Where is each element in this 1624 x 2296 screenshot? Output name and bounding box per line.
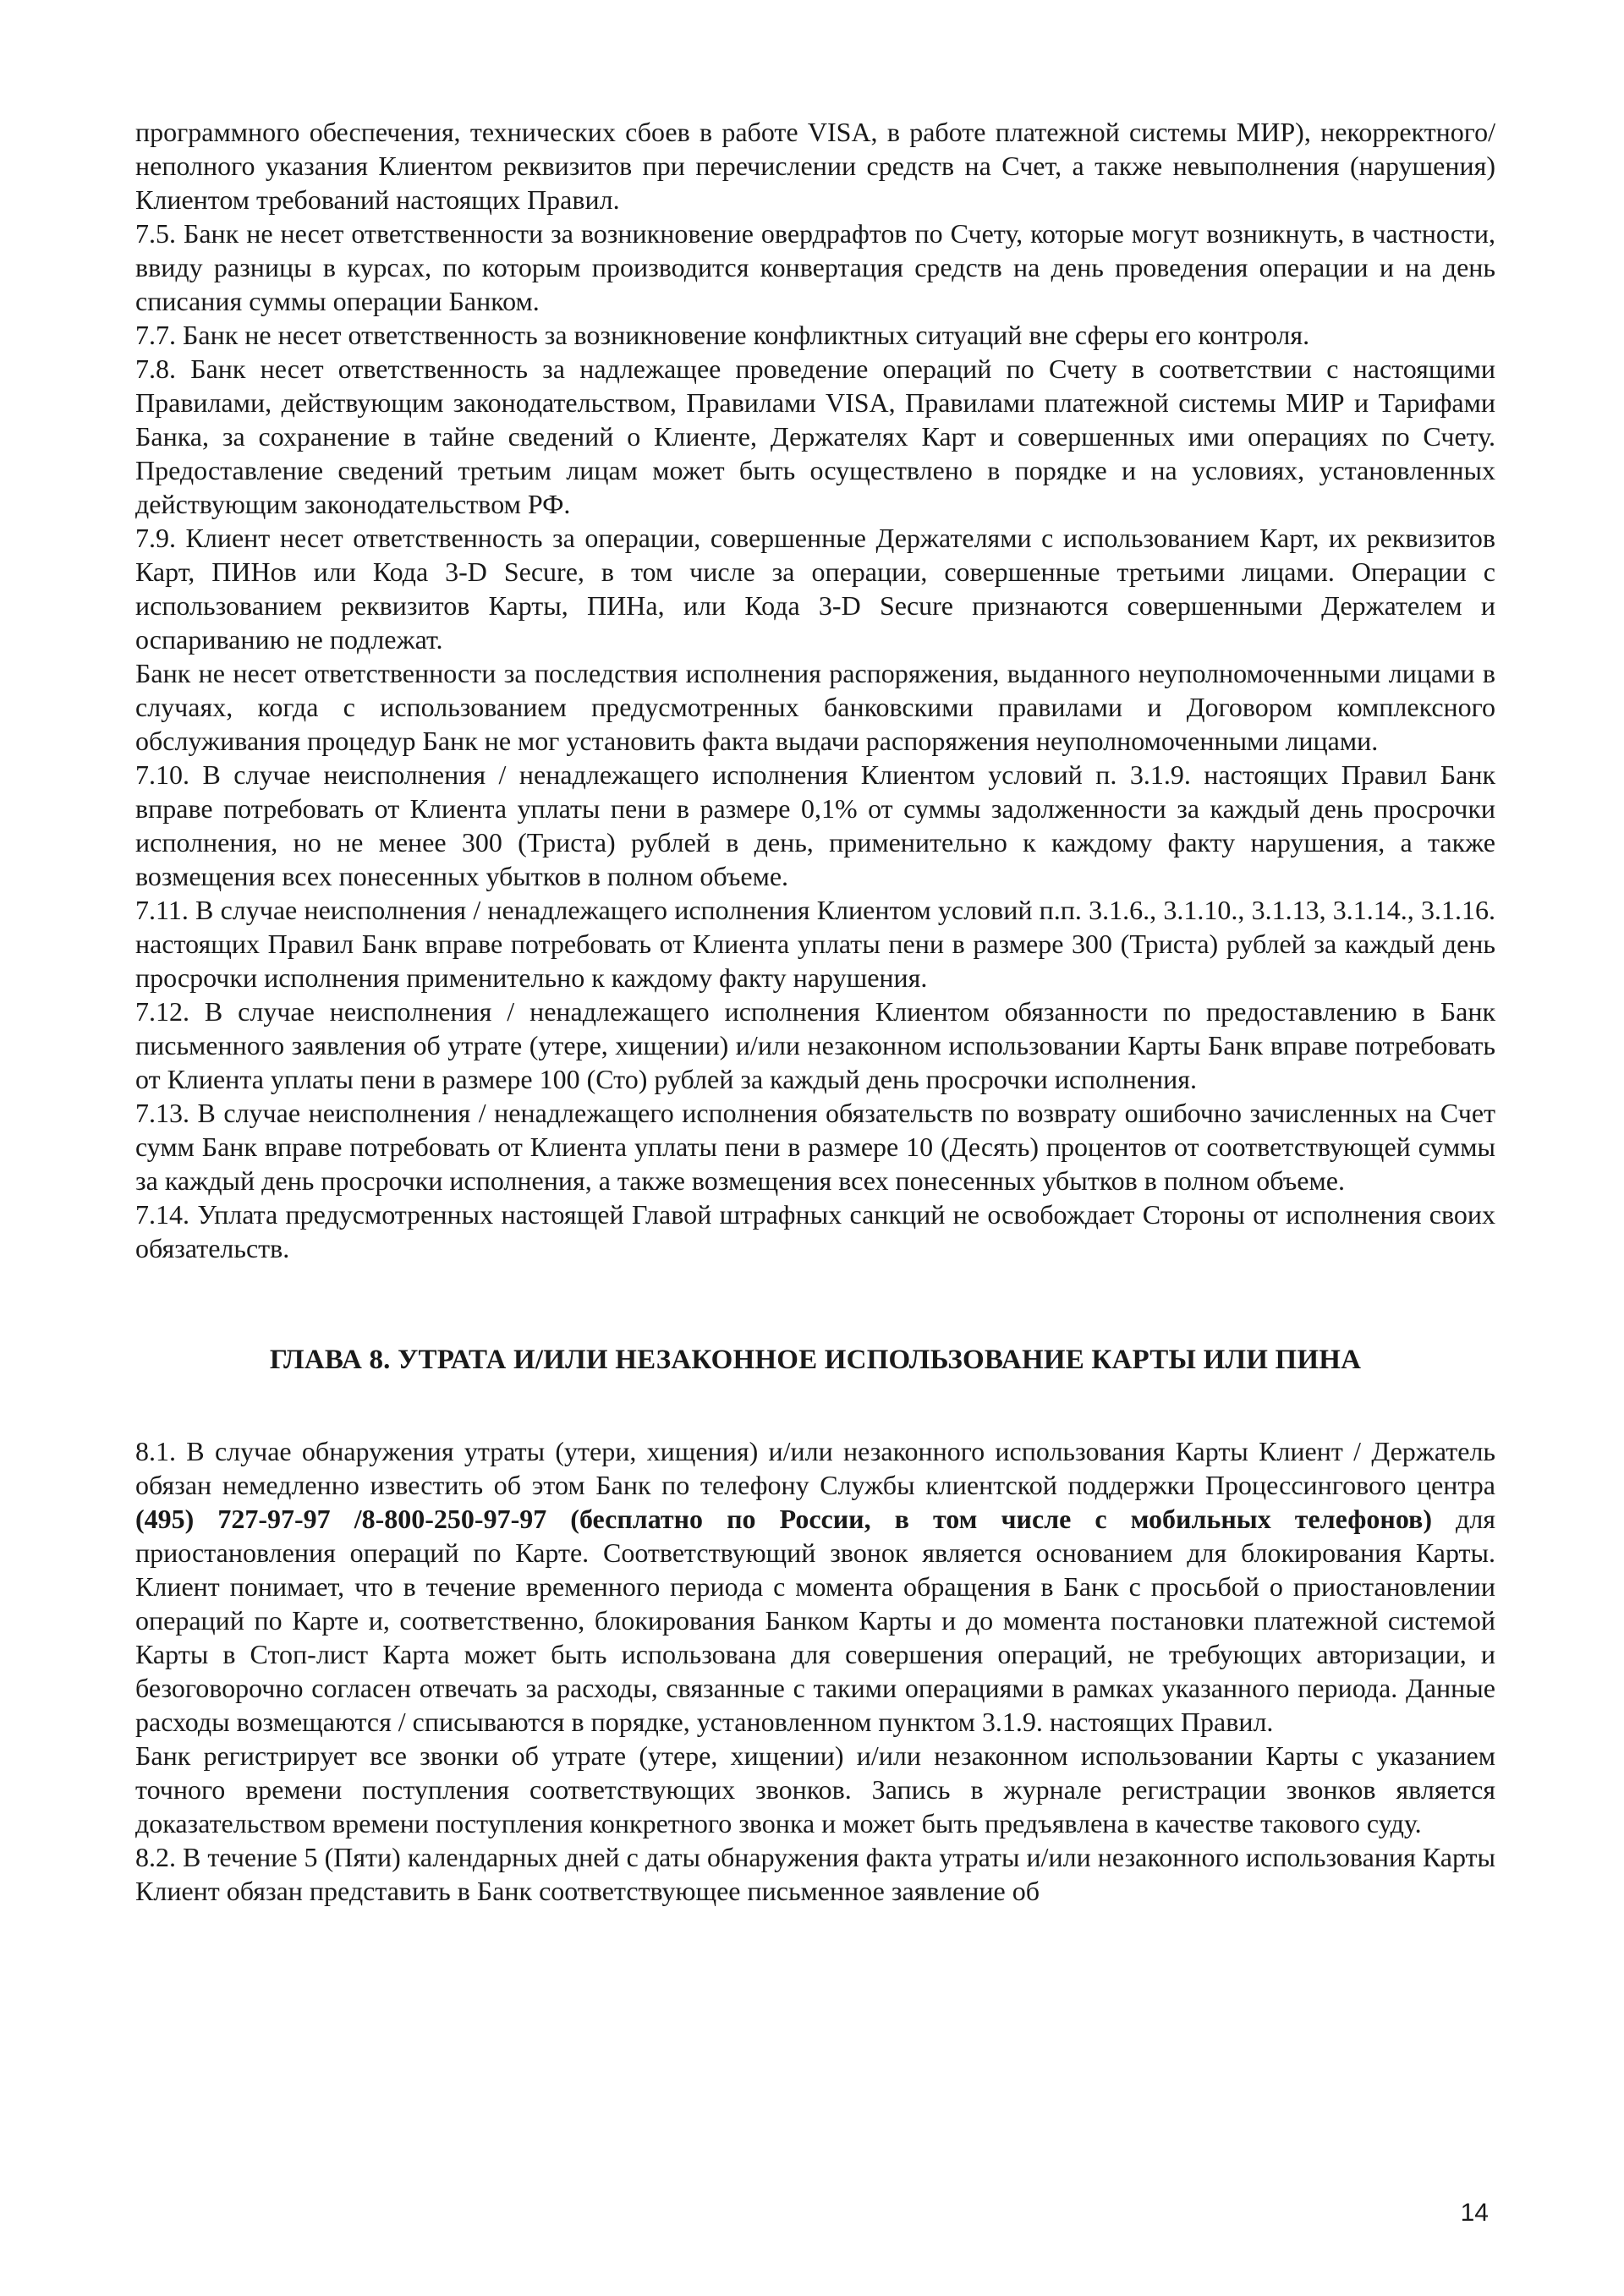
paragraph-7-12: 7.12. В случае неисполнения / ненадлежащего исполнения Клиентом обязанности по предоставлению в Банк письменного заявления об утрате (утере, хищении) и/или незаконном использовании Карты Банк вправе потребовать от Клиента уплаты пени в размере 100 (Сто) рублей за каждый день просрочки исполнения. bbox=[135, 996, 1495, 1094]
document-page bbox=[135, 115, 1495, 1908]
paragraph-8-1-end: для приостановления операций по Карте. Соответствующий звонок является основанием для блокирования Карты. Клиент понимает, что в течение временного периода с момента обращения в Банк с просьбой о приостановлении операций по Карте и, соответственно, блокирования Банком Карты и до момента постановки платежной системой Карты в Стоп-лист Карта может быть использована для совершения операций, не требующих авторизации, и безоговорочно согласен отвечать за расходы, связанные с такими операциями в рамках указанного периода. Данные расходы возмещаются / списываются в порядке, установленном пунктом 3.1.9. настоящих Правил. bbox=[135, 1504, 1495, 1737]
paragraph-continuation: программного обеспечения, технических сбоев в работе VISA, в работе платежной системы МИР), некорректного/неполного указания Клиентом реквизитов при перечислении средств на Счет, а также невыполнения (нарушения) Клиентом требований настоящих Правил. bbox=[135, 117, 1495, 215]
paragraph-7-9: 7.9. Клиент несет ответственность за операции, совершенные Держателями с использованием Карт, их реквизитов Карт, ПИНов или Кода 3-D Secure, в том числе за операции, совершенные третьими лицами. Операции с использованием реквизитов Карты, ПИНа, или Кода 3-D Secure признаются совершенными Держателем и оспариванию не подлежат. bbox=[135, 523, 1495, 655]
page-number: 14 bbox=[1460, 2199, 1489, 2227]
paragraph-8-2: 8.2. В течение 5 (Пяти) календарных дней с даты обнаружения факта утраты и/или незаконного использования Карты Клиент обязан представить в Банк соответствующее письменное заявление об bbox=[135, 1842, 1495, 1906]
chapter-8-heading: ГЛАВА 8. УТРАТА И/ИЛИ НЕЗАКОННОЕ ИСПОЛЬЗОВАНИЕ КАРТЫ ИЛИ ПИНА bbox=[269, 1345, 1362, 1375]
paragraph-7-11: 7.11. В случае неисполнения / ненадлежащего исполнения Клиентом условий п.п. 3.1.6., 3.1.10., 3.1.13, 3.1.14., 3.1.16. настоящих Правил Банк вправе потребовать от Клиента уплаты пени в размере 300 (Триста) рублей за каждый день просрочки исполнения применительно к каждому факту нарушения. bbox=[135, 895, 1495, 993]
paragraph-7-8: 7.8. Банк несет ответственность за надлежащее проведение операций по Счету в соответствии с настоящими Правилами, действующим законодательством, Правилами VISA, Правилами платежной системы МИР и Тарифами Банка, за сохранение в тайне сведений о Клиенте, Держателях Карт и совершенных ими операциях по Счету. Предоставление сведений третьим лицам может быть осуществлено в порядке и на условиях, установленных действующим законодательством РФ. bbox=[135, 353, 1495, 519]
paragraph-7-5: 7.5. Банк не несет ответственности за возникновение овердрафтов по Счету, которые могут возникнуть, в частности, ввиду разницы в курсах, по которым производится конвертация средств на день проведения операции и на день списания суммы операции Банком. bbox=[135, 218, 1495, 316]
paragraph-8-1-start: 8.1. В случае обнаружения утраты (утери, хищения) и/или незаконного использования Карты Клиент / Держатель обязан немедленно известить об этом Банк по телефону Службы клиентской поддержки Процессингового центра bbox=[135, 1436, 1495, 1500]
paragraph-7-9-bank: Банк не несет ответственности за последствия исполнения распоряжения, выданного неуполномоченными лицами в случаях, когда с использованием предусмотренных банковскими правилами и Договором комплексного обслуживания процедур Банк не мог установить факта выдачи распоряжения неуполномоченными лицами. bbox=[135, 658, 1495, 756]
support-phone-numbers: (495) 727-97-97 /8-800-250-97-97 (бесплатно по России, в том числе с мобильных телефонов) bbox=[135, 1504, 1432, 1534]
paragraph-8-1-registration: Банк регистрирует все звонки об утрате (утере, хищении) и/или незаконном использовании Карты с указанием точного времени поступления соответствующих звонков. Запись в журнале регистрации звонков является доказательством времени поступления конкретного звонка и может быть предъявлена в качестве такового суду. bbox=[135, 1740, 1495, 1838]
paragraph-7-10: 7.10. В случае неисполнения / ненадлежащего исполнения Клиентом условий п. 3.1.9. настоящих Правил Банк вправе потребовать от Клиента уплаты пени в размере 0,1% от суммы задолженности за каждый день просрочки исполнения, но не менее 300 (Триста) рублей в день, применительно к каждому факту нарушения, а также возмещения всех понесенных убытков в полном объеме. bbox=[135, 759, 1495, 891]
paragraph-7-7: 7.7. Банк не несет ответственность за возникновение конфликтных ситуаций вне сферы его контроля. bbox=[135, 320, 1310, 350]
paragraph-7-13: 7.13. В случае неисполнения / ненадлежащего исполнения обязательств по возврату ошибочно зачисленных на Счет сумм Банк вправе потребовать от Клиента уплаты пени в размере 10 (Десять) процентов от соответствующей суммы за каждый день просрочки исполнения, а также возмещения всех понесенных убытков в полном объеме. bbox=[135, 1098, 1495, 1196]
paragraph-7-14: 7.14. Уплата предусмотренных настоящей Главой штрафных санкций не освобождает Стороны от исполнения своих обязательств. bbox=[135, 1199, 1495, 1263]
paragraph-8-1 bbox=[135, 1434, 1495, 1739]
